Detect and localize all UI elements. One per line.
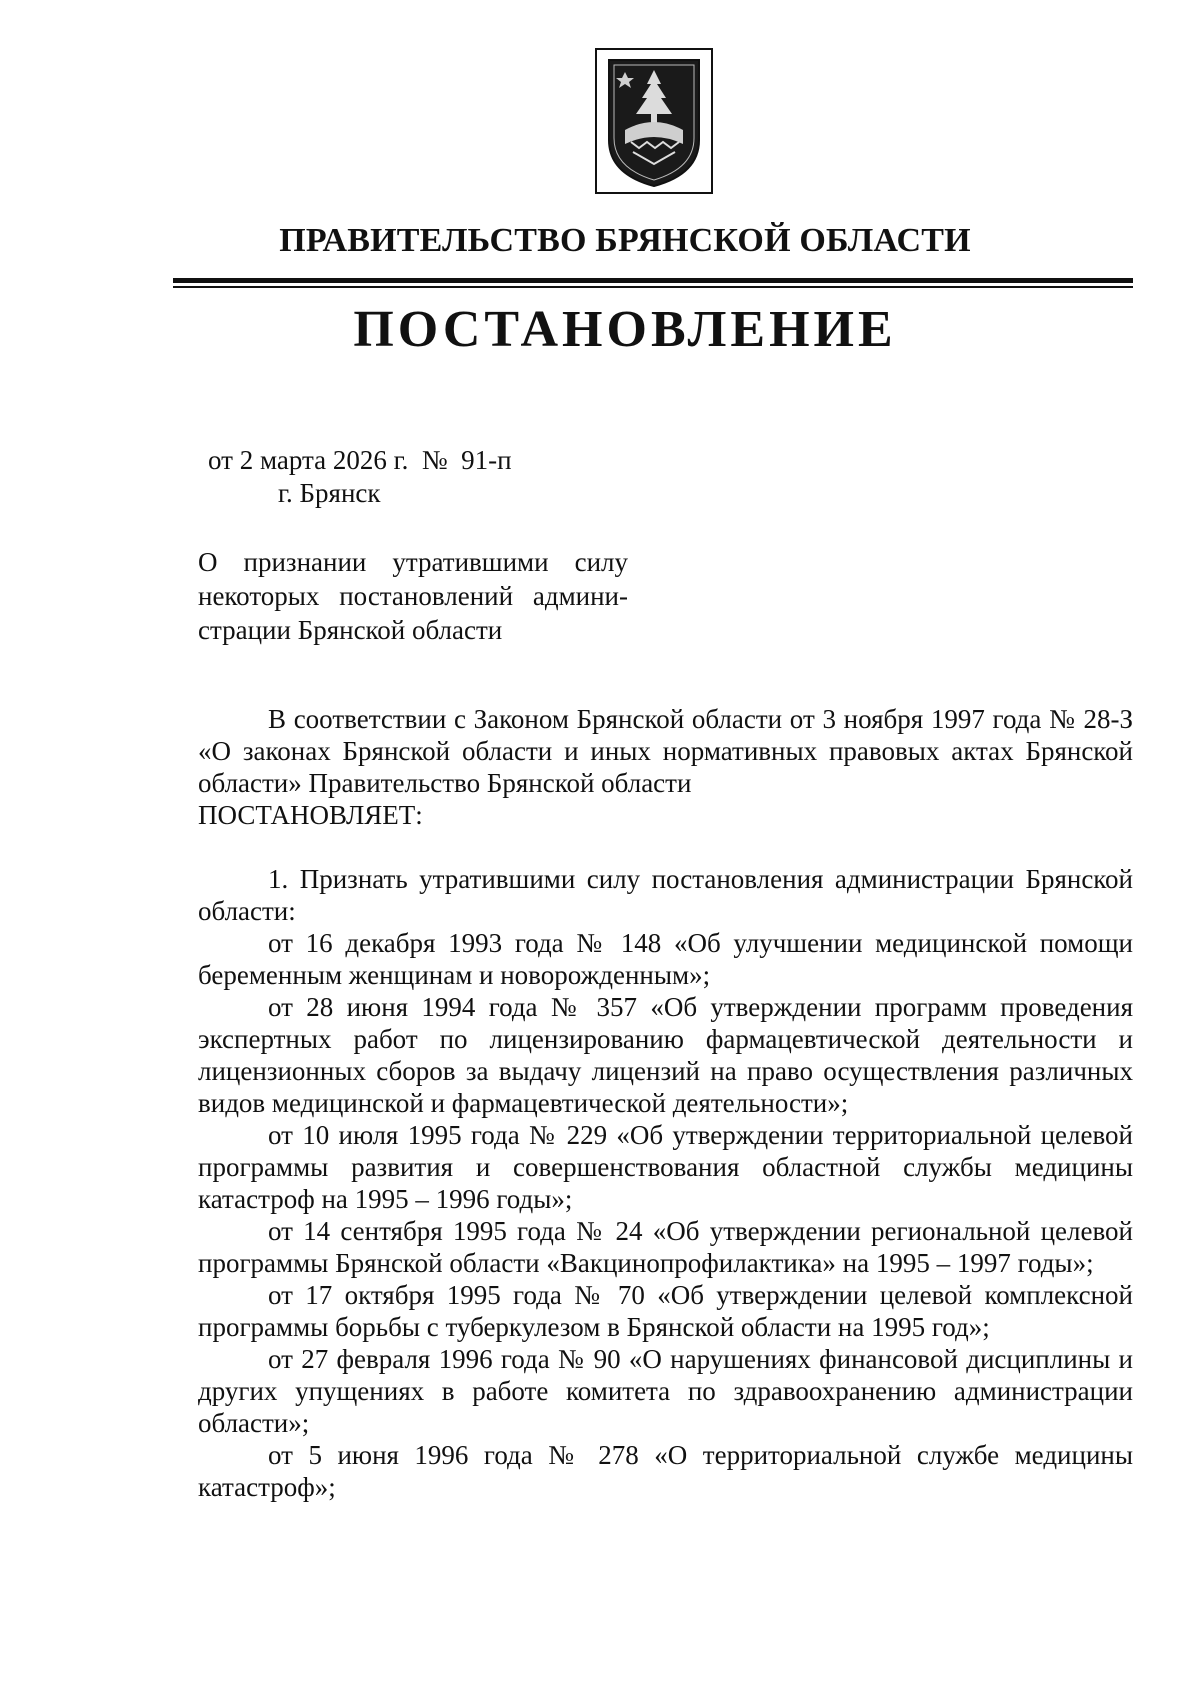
preamble-paragraph: В соответствии с Законом Брянской области от 3 ноября 1997 года № 28-З «О законах Брянской области и иных нормативных правовых актах Брянской области» Правительство Брянской области — [198, 704, 1133, 798]
repealed-act-item: от 28 июня 1994 года № 357 «Об утверждении программ проведения экспертных работ по лицензированию фармацевтической деятельности и лицензионных сборов за выдачу лицензий на право осуществления различных видов медицинской и фармацевтической деятельности»; — [198, 992, 1133, 1118]
document-body — [198, 703, 1133, 1503]
repealed-act-item: от 27 февраля 1996 года № 90 «О нарушениях финансовой дисциплины и других упущениях в работе комитета по здравоохранению администрации области»; — [198, 1344, 1133, 1438]
bryansk-coat-of-arms-icon — [595, 48, 713, 194]
header-divider-thick — [173, 278, 1133, 283]
document-type-title: ПОСТАНОВЛЕНИЕ — [353, 301, 897, 358]
subject-line: некоторых постановлений админи- — [198, 581, 628, 611]
subject-line: страции Брянской области — [198, 615, 503, 645]
document-subject — [198, 545, 628, 647]
government-title: ПРАВИТЕЛЬСТВО БРЯНСКОЙ ОБЛАСТИ — [279, 222, 971, 259]
repealed-act-item: от 17 октября 1995 года № 70 «Об утверждении целевой комплексной программы борьбы с туберкулезом в Брянской области на 1995 год»; — [198, 1280, 1133, 1342]
document-city: г. Брянск — [278, 478, 381, 508]
resolves-heading: ПОСТАНОВЛЯЕТ: — [198, 800, 423, 830]
document-date-number: от 2 марта 2026 г. № 91-п — [208, 445, 512, 475]
repealed-act-item: от 10 июля 1995 года № 229 «Об утверждении территориальной целевой программы развития и совершенствования областной службы медицины катастроф на 1995 – 1996 годы»; — [198, 1120, 1133, 1214]
item-1-paragraph: 1. Признать утратившими силу постановления администрации Брянской области: — [198, 864, 1133, 926]
repealed-act-item: от 5 июня 1996 года № 278 «О территориальной службе медицины катастроф»; — [198, 1440, 1133, 1502]
header-divider-thin — [173, 286, 1133, 288]
repealed-act-item: от 14 сентября 1995 года № 24 «Об утверждении региональной целевой программы Брянской области «Вакцинопрофилактика» на 1995 – 1997 годы»; — [198, 1216, 1133, 1278]
subject-line: О признании утратившими силу — [198, 547, 628, 577]
repealed-act-item: от 16 декабря 1993 года № 148 «Об улучшении медицинской помощи беременным женщинам и новорожденным»; — [198, 928, 1133, 990]
